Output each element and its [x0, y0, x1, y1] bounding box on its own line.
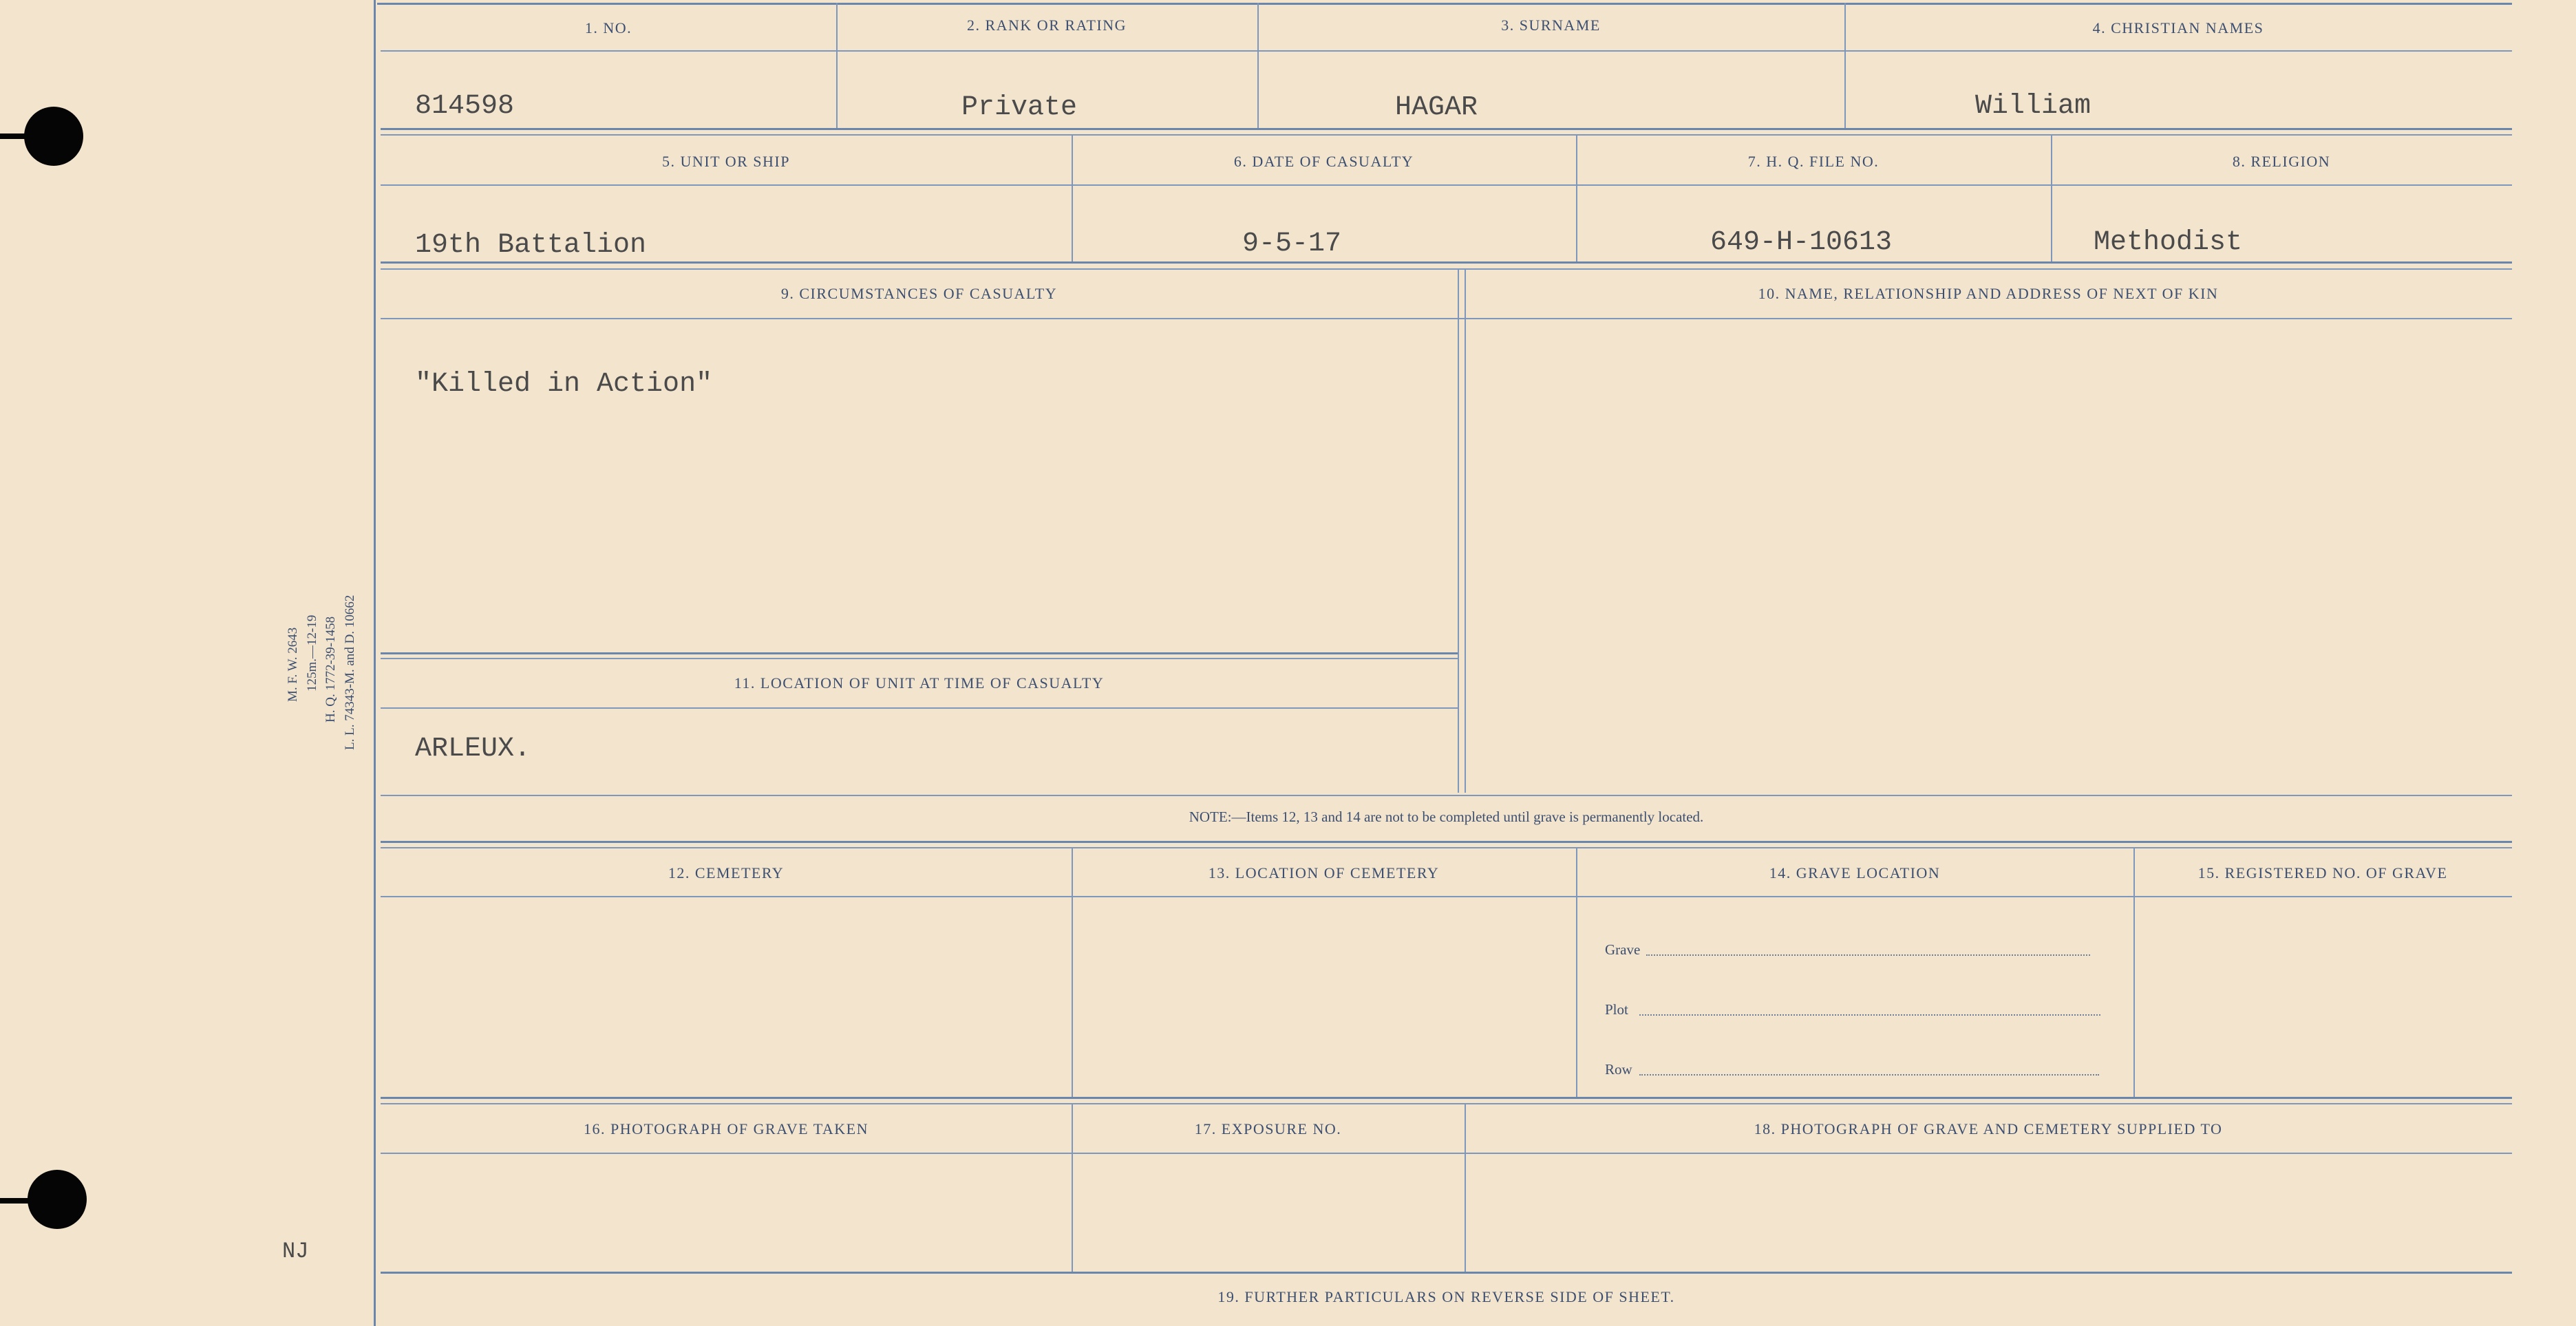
value-hq-file: 649-H-10613 — [1710, 227, 1893, 258]
label-photo-supplied: 18. PHOTOGRAPH OF GRAVE AND CEMETERY SUPPLIED TO — [1754, 1120, 2223, 1137]
label-further-particulars: 19. FURTHER PARTICULARS ON REVERSE SIDE OF SHEET. — [1217, 1288, 1675, 1305]
label-location-unit: 11. LOCATION OF UNIT AT TIME OF CASUALTY — [734, 674, 1105, 692]
margin-print-line-3: H. Q. 1772-39-1458 — [323, 616, 338, 723]
left-border — [374, 0, 376, 1326]
label-grave-location: 14. GRAVE LOCATION — [1769, 864, 1941, 881]
label-date: 6. DATE OF CASUALTY — [1233, 153, 1414, 170]
row1-label-line — [381, 50, 2512, 52]
row12-div2 — [1576, 847, 1577, 1097]
value-circumstances: "Killed in Action" — [415, 369, 713, 400]
row2-bottom-2 — [381, 268, 2512, 270]
margin-print-line-1: M. F. W. 2643 — [286, 627, 300, 702]
value-location-unit: ARLEUX. — [415, 734, 531, 764]
row12-bottom — [381, 1097, 2512, 1099]
value-rank: Private — [961, 92, 1078, 123]
row16-bottom — [381, 1272, 2512, 1274]
value-unit: 19th Battalion — [415, 230, 647, 261]
note-top — [381, 795, 2512, 796]
value-surname: HAGAR — [1395, 92, 1478, 123]
plot-dots — [1639, 1014, 2100, 1016]
punch-hole-top-tab — [0, 133, 41, 139]
label-location-cemetery: 13. LOCATION OF CEMETERY — [1208, 864, 1440, 881]
label-christian-names: 4. CHRISTIAN NAMES — [2092, 19, 2264, 36]
row12-bottom-2 — [381, 1103, 2512, 1104]
row3-div — [1458, 268, 1459, 793]
margin-print-line-2: 125m.—12-19 — [305, 614, 319, 692]
label-exposure-no: 17. EXPOSURE NO. — [1194, 1120, 1342, 1137]
margin-initials: NJ — [282, 1239, 309, 1264]
grave-dots — [1646, 954, 2090, 956]
row11-top-2 — [381, 658, 1458, 659]
label-registered-no: 15. REGISTERED NO. OF GRAVE — [2197, 864, 2448, 881]
value-date: 9-5-17 — [1242, 228, 1342, 259]
margin-print-line-4: L. L. 74343-M. and D. 10662 — [343, 595, 357, 750]
value-christian-names: William — [1975, 91, 2091, 122]
row2-bottom — [381, 261, 2512, 264]
row11-top — [381, 652, 1458, 654]
row16-label-line — [381, 1153, 2512, 1154]
label-rank: 2. RANK OR RATING — [966, 17, 1127, 34]
row12-div1 — [1072, 847, 1073, 1097]
row1-bottom-2 — [381, 134, 2512, 136]
label-religion: 8. RELIGION — [2232, 153, 2331, 170]
row12-div3 — [2133, 847, 2135, 1097]
note-bottom — [381, 841, 2512, 843]
row1-bottom — [381, 128, 2512, 130]
row2-label-line — [381, 184, 2512, 186]
row11-label-line — [381, 707, 1458, 709]
note-text: NOTE:—Items 12, 13 and 14 are not to be completed until grave is permanently located. — [1189, 809, 1704, 825]
label-unit: 5. UNIT OR SHIP — [662, 153, 790, 170]
punch-hole-bottom-tab — [0, 1198, 41, 1204]
value-no: 814598 — [415, 91, 515, 122]
label-surname: 3. SURNAME — [1501, 17, 1601, 34]
row12-label-line — [381, 896, 2512, 897]
note-bottom-2 — [381, 847, 2512, 848]
label-next-of-kin: 10. NAME, RELATIONSHIP AND ADDRESS OF NEXT OF KIN — [1758, 285, 2219, 302]
grave-label: Grave — [1605, 941, 1641, 958]
plot-label: Plot — [1605, 1001, 1628, 1018]
row3-label-line — [381, 318, 2512, 319]
label-cemetery: 12. CEMETERY — [668, 864, 785, 881]
value-religion: Methodist — [2094, 227, 2243, 258]
row1-top — [377, 3, 2512, 5]
label-no: 1. NO. — [584, 19, 632, 36]
row-label: Row — [1605, 1061, 1632, 1078]
row3-div-2 — [1465, 268, 1466, 793]
row-dots — [1639, 1074, 2099, 1076]
label-photo-taken: 16. PHOTOGRAPH OF GRAVE TAKEN — [584, 1120, 869, 1137]
label-hq-file: 7. H. Q. FILE NO. — [1747, 153, 1880, 170]
label-circumstances: 9. CIRCUMSTANCES OF CASUALTY — [780, 285, 1058, 302]
